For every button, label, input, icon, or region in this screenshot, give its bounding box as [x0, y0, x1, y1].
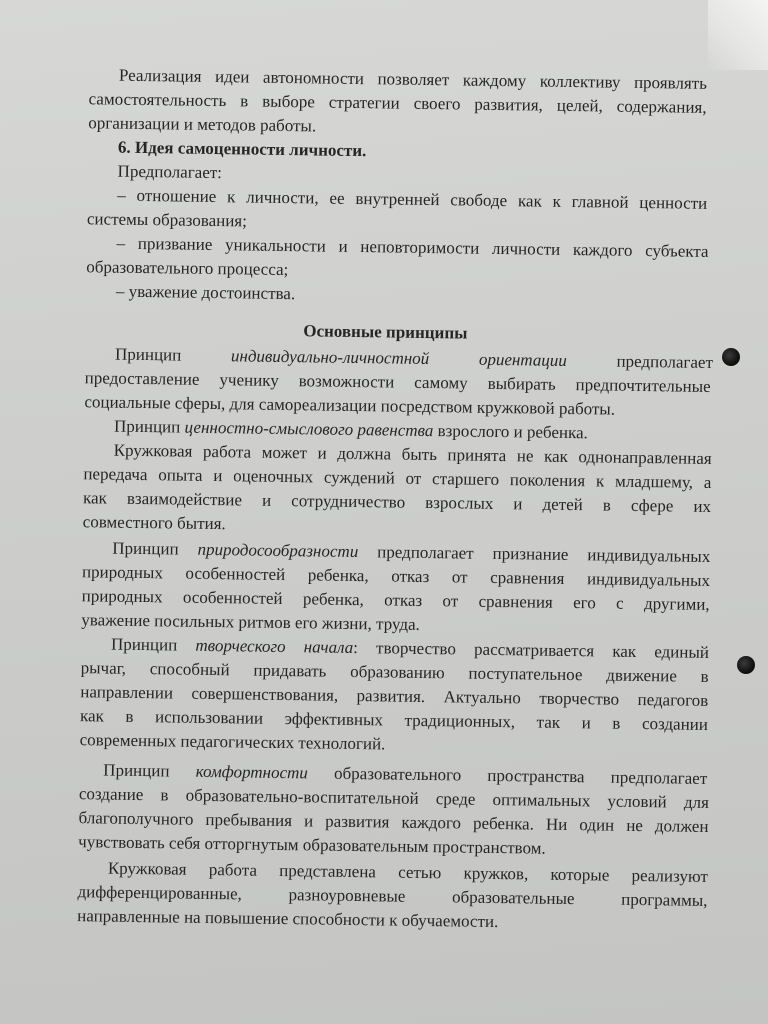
- p2-pre: Принцип: [113, 416, 185, 437]
- idea6-bullet3: – уважение достоинства.: [115, 281, 296, 304]
- p3-line2: передача опыта и оценочных суждений от старшего поколения к младшему, а: [83, 464, 712, 492]
- p4-line3: природных особенностей ребенка, отказ от сравнения его с другими,: [81, 586, 710, 614]
- p5-line3: направлении совершенствования, развития. Актуально творчество педагогов: [80, 682, 709, 710]
- idea6-bullet2-line1: – призвание уникальности и неповторимости личности каждого субъекта: [116, 233, 709, 261]
- p3-line4: совместного бытия.: [82, 512, 226, 534]
- p5-term: творческого начала: [195, 635, 354, 657]
- p5-line4: как в использовании эффективных традиционных, так и в создании: [79, 706, 709, 734]
- p3-line3: как взаимодействие и сотрудничество взрослых и детей в сфере их: [82, 488, 712, 516]
- p6-pre: Принцип: [103, 760, 196, 781]
- idea6-bullet1-line1: – отношение к личности, ее внутренней свободе как к главной ценности: [117, 185, 708, 213]
- p6-line3: благополучного пребывания и развития каждого ребенка. Ни один не должен: [78, 808, 709, 836]
- punch-hole-lower: [737, 656, 755, 674]
- p1-term-a: индивидуально-личностной: [230, 346, 430, 369]
- para1-line1: Реализация идеи автономности позволяет каждому коллективу проявлять: [118, 65, 708, 93]
- para1-line2: самостоятельность в выборе стратегии своего развития, целей, содержания,: [88, 89, 707, 117]
- p1-word-predpolagaet: предполагает: [616, 351, 714, 372]
- p2-term: ценностно-смыслового равенства: [184, 417, 434, 441]
- p6-term: комфортности: [195, 761, 309, 783]
- p5-line2: рычаг, способный придавать образованию поступательное движение в: [80, 658, 709, 686]
- p6-post: образовательного пространства предполагает: [307, 763, 708, 788]
- p4-line4: уважение посильных ритмов его жизни, труда.: [81, 610, 420, 634]
- punch-hole-upper: [722, 348, 740, 366]
- p1-term-b: ориентации: [478, 349, 567, 370]
- p5-line5: современных педагогических технологий.: [79, 730, 386, 754]
- p7-line2: дифференцированные, разноуровневые образовательные программы,: [77, 882, 708, 910]
- p6-line4: чувствовать себя отторгнутым образовательным пространством.: [78, 832, 546, 858]
- p5-post: : творчество рассматривается как единый: [353, 637, 710, 662]
- p2-post: взрослого и ребенка.: [433, 421, 588, 443]
- para1-line3: организации и методов работы.: [88, 113, 317, 136]
- idea6-intro: Предполагает:: [117, 161, 223, 183]
- idea6-bullet2-line2: образовательного процесса;: [86, 257, 289, 280]
- p6-line2: создание в образовательно-воспитательной среде оптимальных условий для: [78, 784, 709, 812]
- idea6-bullet1-line2: системы образования;: [86, 209, 248, 231]
- p7-line3: направленные на повышение способности к обучаемости.: [77, 906, 499, 932]
- p3-line1: Кружковая работа может и должна быть принята не как однонаправленная: [113, 440, 712, 468]
- p4-line2: природных особенностей ребенка, отказ от сравнения индивидуальных: [81, 562, 711, 590]
- p1-line2: предоставление ученику возможности самому выбирать предпочтительные: [84, 368, 711, 396]
- p1-line3: социальные сферы, для самореализации посредством кружковой работы.: [84, 392, 616, 419]
- p4-post: предполагает признание индивидуальных: [358, 542, 711, 566]
- p7-line1: Кружковая работа представлена сетью кружков, которые реализуют: [107, 858, 708, 886]
- p1-word-principle: Принцип: [114, 344, 182, 365]
- p4-pre: Принцип: [112, 538, 198, 559]
- p5-pre: Принцип: [110, 634, 196, 655]
- p4-term: природосообразности: [197, 539, 359, 562]
- principles-heading: Основные принципы: [303, 321, 468, 343]
- idea6-heading: 6. Идея самоценности личности.: [117, 137, 367, 161]
